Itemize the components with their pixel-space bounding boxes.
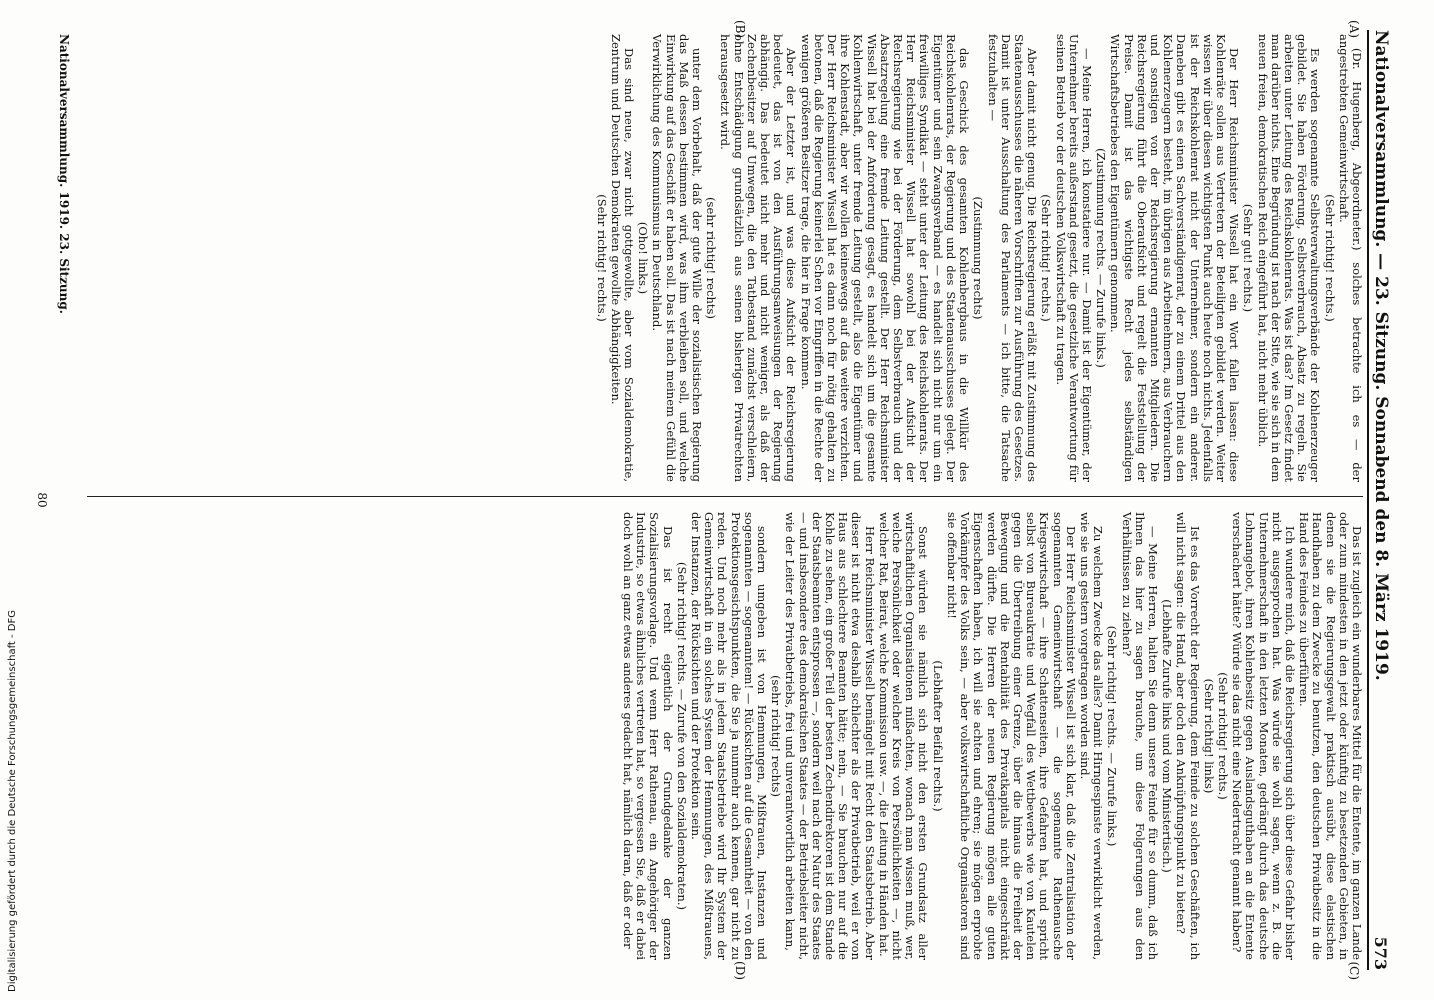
paragraph: Das sind neue, zwar nicht gottgewollte, aber vom Sozialdemokratie, Zentrum und Deutschen Demokraten gewollte Abhängigkeiten. [608, 34, 637, 482]
paragraph: (Oho! links.) [636, 221, 651, 295]
paragraph: Ich wundere mich, daß die Reichsregierung sich über diese Gefahr bisher nicht ausgesprochen hat. Was würde sie wohl sagen, wenn z. B. die Unternehmerschaft in den letzten Monaten, gedrängt durch das deutsche Lohnangebot, ihren Kohlenbesitz gegen Auslandsguthaben an die Entente verschachert hätte? Würde sie das nicht eine Niedertracht genannt haben? [1230, 512, 1297, 960]
paragraph: (Sehr richtig! rechts. — Zurufe links.) [1105, 625, 1120, 847]
paragraph: — Meine Herren, ich konstatiere nur. — Damit ist der Eigentümer, der Unternehmer bereits außerstand gesetzt, die gesetzliche Verantwortung für seinen Betrieb vor der deutschen Volkswirtschaft zu tragen. [1053, 34, 1094, 482]
paragraph: (Sehr richtig! rechts.) [1322, 194, 1337, 322]
margin-marker-b: (B) [733, 20, 747, 39]
paragraph: (Sehr richtig! rechts.) [1215, 672, 1230, 800]
margin-marker-c: (C) [1347, 961, 1361, 980]
margin-marker-a: (A) [1347, 20, 1361, 39]
right-column [620, 512, 1363, 960]
paragraph: Herr Reichsminister Wissell bemängelt mit Recht den Staatsbetrieb. Aber dieser ist nicht etwa deshalb schlechter als der Privatbetrieb, weil er von Haus aus schlechtere Beamten hätte; nein, — Sie brauchen nur auf die Kohle zu sehen, ein großer Teil der besten Zechendirektoren ist dem Stande der Staatsbeamten entsprossen —, sondern weil nach der Natur des Staates — und insbesondere des demokratischen Staates — der Betriebsleiter nicht, wie der Leiter des Privatbetriebs, frei und unverantwortlich arbeiten kann, [783, 512, 877, 960]
paragraph: Der Herr Reichsminister Wissell hat ein Wort fallen lassen: diese Kohlenräte sollen aus Vertretern der Beteiligten gebildet werden. Weiter wissen wir über diesen wichtigsten Punkt auch heute noch nichts. Jedenfalls ist der Reichskohlenrat nicht der Unternehmer, sondern ein anderer. Daneben gibt es einen Sachverständigenrat, der zu einem Drittel aus den Kohlenerzeugern besteht, im übrigen aus Arbeitnehmern, aus Verbrauchern und sonstigen von der Reichsregierung ernannten Mitgliedern. Die Reichsregierung führt die Oberaufsicht und regelt die Feststellung der Preise. Damit ist das wichtigste Recht jedes selbständigen Wirtschaftsbetriebes den Eigentümern genommen. [1108, 34, 1242, 482]
paragraph: (Sehr richtig! rechts.) [594, 194, 609, 322]
side-note [4, 2, 18, 992]
paragraph: Der Herr Reichsminister Wissell ist sich klar, daß die Zentralisation der sogenannten Gemeinwirtschaft — die sogenannte Rathenausche Kriegswirtschaft — ihre Schattenseiten, ihre Gefahren hat, und spricht selbst von Bureaukratie und Wegfall des Wettbewerbs wie von Kautelen gegen die Übertreibung einer Grenze, über die hinaus die Freiheit der Bewegung und die Rentabilität des Privatkapitals nicht eingeschränkt werden dürfte. Die Herren der neuen Regierung mögen alle guten Eigenschaften haben, ich will sie achten und ehren; sie mögen erprobte Vorkämpfer des Volks sein, — aber volkswirtschaftliche Organisatoren sind sie offenbar nicht! [944, 512, 1078, 960]
header-title: Nationalversammlung. — 23. Sitzung. Sonnabend den 8. März 1919. [1371, 30, 1391, 681]
left-column [593, 34, 1363, 482]
paragraph: (Zustimmung rechts. — Zurufe links.) [1094, 148, 1109, 368]
page-footer: Nationalversammlung. 1919. 23. Sitzung. [57, 34, 71, 314]
paragraph: Das ist zugleich ein wunderbares Mittel für die Entente, im ganzen Lande oder zum mindesten in den jetzt oder künftig zu besetzenden Gebieten, in denen sie die Regierungsgewalt praktisch ausübt, diese elastischen Handhaben zu dem Zwecke zu benutzen, den deutschen Privatbesitz in die Hand des Feindes zu überführen. [1297, 512, 1364, 960]
paragraph: (Sehr richtig! rechts.) [1039, 194, 1054, 322]
side-note-text: Digitalisierung gefördert durch die Deutsche Forschungsgemeinschaft - DFG [7, 609, 18, 992]
paragraph: (sehr richtig! rechts) [704, 197, 719, 319]
header-rule [1367, 30, 1369, 970]
paragraph: (Sehr richtig! rechts. — Zurufe von den Sozialdemokraten.) [674, 562, 689, 910]
paragraph: Sonst würden sie nämlich sich nicht den ersten Grundsatz aller wirtschaftlichen Organisationen mißachten, wonach man wissen muß, wer, welche Persönlichkeit oder welcher Kreis von Persönlichkeiten —, nicht welcher Rat, Beirat, welche Kommission usw. —, die Leitung in Händen hat. [876, 512, 931, 960]
paragraph: (Lebhafte Zurufe links und vom Ministertisch.) [1160, 599, 1175, 873]
page-header [1371, 30, 1399, 970]
paragraph: — Meine Herren, halten Sie denn unsere Feinde für so dumm, daß ich Ihnen das hier zu sagen brauche, um diese Folgerungen aus den Verhältnissen zu ziehen? [1119, 512, 1160, 960]
paragraph: Das ist recht eigentlich der Grundgedanke der ganzen Sozialisierungsvorlage. Und wenn Herr Rathenau, ein Angehöriger der Industrie, so etwas ähnliches vertreten hat, so vergessen Sie, daß er dabei doch wohl an ganz etwas anderes gedacht hat, nämlich daran, daß er oder [621, 512, 675, 960]
paragraph: Aber der Letzter ist, und was diese Aufsicht der Reichsregierung bedeutet, das ist von den Ausführungsanweisungen der Regierung abhängig. Das bedeutet nicht mehr und nicht weniger, als daß der Zechenbesitzer auf Umwegen, die den Tatbestand zunächst verschleiern, ohne Entschädigung grundsätzlich aus seinen bisherigen Privatrechten herausgesetzt wird. [718, 34, 799, 482]
paragraph: das Geschick des gesamten Kohlenbergbaus in die Willkür des Reichskohlenrats, der Regierung und des Staatenausschusses gelegt. Der Eigentümer und sein Zwangsverband — es handelt sich nicht nur um ein freiwilliges Syndikat — steht unter der Leitung des Reichskohlenrats. Der Herr Reichsminister Wissell hat sowohl bei der Aufsicht der Reichsregierung wie bei der Förderung, dem Selbstverbrauch und der Absatzregelung eine fremde Leitung gestellt. Der Herr Reichsminister Wissell hat bei der Anforderung gesagt, es handelt sich um die gesamte Kohlenwirtschaft, unter fremde Leitung gestellt, also die Eigentümer und ihre Kohlenstadt, aber wir wollen keineswegs auf das weitere verzichten. Der Herr Reichsminister Wissell hat es dann noch für nötig gehalten zu betonen, daß die Regierung keinerlei Schen vor Eingriffen in die Rechte der wenigen größeren Besitzer trage, die hier in Frage kommen. [798, 34, 972, 482]
paragraph: (Lebhafter Beifall rechts.) [930, 660, 945, 812]
paragraph: Zu welchem Zwecke das alles? Damit Hirngespinste verwirklicht werden, wie sie uns gestern vorgetragen worden sind. [1077, 512, 1106, 960]
margin-marker-d: (D) [733, 961, 747, 980]
paragraph: Ist es das Vorrecht der Regierung, dem Feinde zu solchen Geschäften, ich will nicht sagen: die Hand, aber doch den Anknüpfungspunkt zu bieten? [1174, 512, 1202, 960]
paragraph: (sehr richtig! rechts) [769, 675, 784, 797]
paragraph: (Zustimmung rechts) [971, 196, 986, 320]
paragraph: unter dem Vorbehalt, daß der gute Wille der sozialistischen Regierung das Maß dessen bestimmen wird, was ihm verbleiben soll, und welche Einwirkung auf das Geschäft er haben soll. Das ist nach meinem Gefühl die Verwirklichung des Kommunismus in Deutschland. [650, 34, 705, 482]
rotated-page-content [27, 20, 1407, 980]
paragraph: Es werden sogenannte Selbstverwaltungsverbände der Kohlenerzeuger gebildet. Sie haben Förderung, Selbstverbrauch, Absatz zu regeln. Sie arbeiten unter Leitung des Reichskohlenrats. Was ist das? Im Gesetz findet man darüber nichts. Eine Begründung ist nach der Sitte, wie sie sich in dem neuen freien, demokratischen Reich eingeführt hat, nicht mehr üblich. [1255, 34, 1323, 482]
paragraph: sondern umgeben ist von Hemmungen, Mißtrauen, Instanzen und sogenannten — sogenanntem! — Rücksichten auf die Gesamtheit — von den Protektionsgesichtspunkten, die Sie ja nunmehr auch kennen, gar nicht zu reden. Und noch mehr als in jedem Staatsbetriebe wird Ihr System der Gemeinwirtschaft in ein solches System der Hemmungen, des Mißtrauens, der Instanzen, der Rücksichten und der Protektion sein. [689, 512, 770, 960]
paragraph: (Dr. Hugenberg, Abgeordneter.) solches betrachte ich es — der angestrebten Gemeinwirtschaft. [1336, 34, 1364, 482]
page-number: 80 [35, 492, 49, 508]
paragraph: (Sehr richtig! links) [1201, 678, 1216, 794]
header-page-number: 573 [1371, 936, 1390, 970]
column-divider [87, 496, 1363, 497]
paragraph: (Sehr gut! rechts.) [1241, 203, 1256, 313]
paragraph: Aber damit nicht genug. Die Reichsregierung erläßt mit Zustimmung des Staatenausschusses die näheren Vorschriften zur Ausführung des Gesetzes. Damit ist unter Ausschaltung des Parlaments — ich bitte, die Tatsache festzuhalten — [985, 34, 1040, 482]
